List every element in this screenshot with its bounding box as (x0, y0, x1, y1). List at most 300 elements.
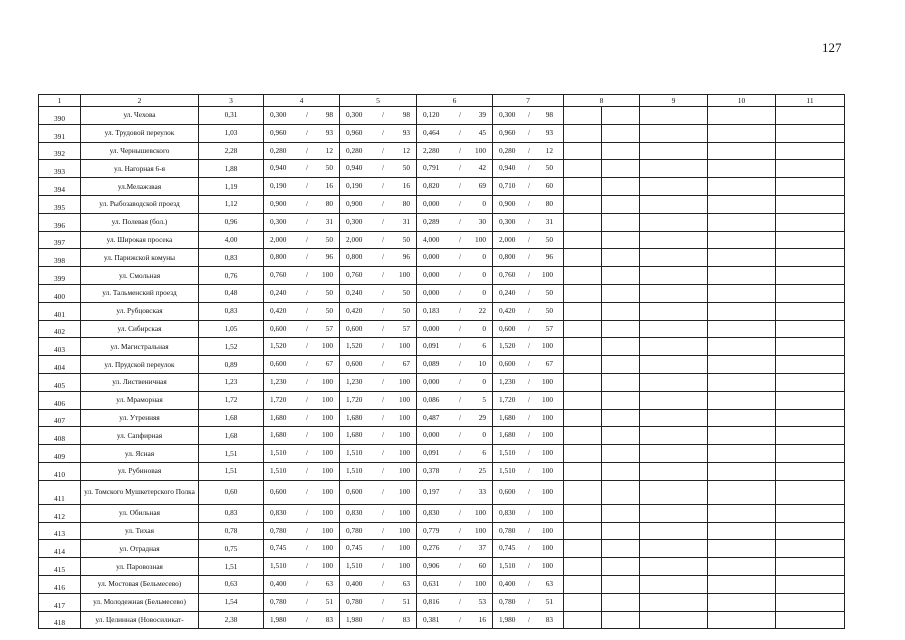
value-percent: 50 (545, 234, 553, 244)
pair-cell-col-7 (493, 409, 564, 427)
value-km: 0,420 (499, 305, 516, 315)
empty-cell-col-11 (776, 320, 845, 338)
pair-cell-col-6 (417, 160, 493, 178)
empty-cell-col-10 (708, 267, 776, 285)
row-number: 392 (39, 142, 81, 160)
separator: / (459, 614, 462, 624)
column-header: 11 (776, 95, 845, 107)
value-km: 0,760 (499, 270, 516, 280)
row-number: 409 (39, 445, 81, 463)
table-row (39, 427, 845, 445)
separator: / (528, 412, 531, 422)
pair-cell-col-5 (340, 611, 417, 629)
row-number: 418 (39, 611, 81, 629)
empty-cell-col-9 (640, 213, 708, 231)
pair-cell-col-6 (417, 249, 493, 267)
empty-cell-col-11 (776, 213, 845, 231)
pair-cell-col-4 (264, 124, 340, 142)
value-km: 0,780 (499, 525, 516, 535)
pair-cell-col-7 (493, 267, 564, 285)
empty-cell-col-9 (640, 249, 708, 267)
value-km: 1,510 (270, 448, 287, 458)
value-percent: 12 (545, 145, 553, 155)
separator: / (306, 614, 309, 624)
value-percent: 0 (482, 198, 486, 208)
pair-cell-col-4 (264, 611, 340, 629)
empty-cell-col-9 (640, 593, 708, 611)
empty-cell-col-11 (776, 373, 845, 391)
row-number: 406 (39, 391, 81, 409)
value-percent: 100 (399, 525, 410, 535)
row-number: 402 (39, 320, 81, 338)
pair-cell-col-7 (493, 249, 564, 267)
empty-cell-col-8 (564, 409, 640, 427)
value-km: 2,000 (346, 234, 363, 244)
column-header: 1 (39, 95, 81, 107)
value-km: 4,000 (423, 234, 440, 244)
separator: / (459, 525, 462, 535)
value-km: 0,780 (270, 525, 287, 535)
pair-cell-col-4 (264, 178, 340, 196)
pair-cell-col-4 (264, 593, 340, 611)
pair-cell-col-4 (264, 356, 340, 374)
empty-cell-col-10 (708, 575, 776, 593)
value-percent: 57 (325, 323, 333, 333)
value-km: 0,631 (423, 578, 440, 588)
separator: / (528, 234, 531, 244)
empty-cell-col-9 (640, 558, 708, 576)
pair-cell-col-6 (417, 445, 493, 463)
table-row (39, 231, 845, 249)
pair-cell-col-5 (340, 504, 417, 522)
empty-cell-col-10 (708, 445, 776, 463)
empty-cell-col-10 (708, 249, 776, 267)
column-header: 3 (199, 95, 264, 107)
length-value: 0,60 (199, 480, 264, 504)
empty-cell-col-8 (564, 160, 640, 178)
street-name: ул. Отрадная (81, 540, 199, 558)
street-name: ул. Широкая просека (81, 231, 199, 249)
row-number: 390 (39, 107, 81, 125)
value-km: 0,300 (499, 216, 516, 226)
empty-cell-col-10 (708, 302, 776, 320)
table-row (39, 445, 845, 463)
value-percent: 100 (475, 234, 486, 244)
pair-cell-col-4 (264, 284, 340, 302)
table-row (39, 593, 845, 611)
empty-cell-col-8 (564, 302, 640, 320)
value-percent: 83 (325, 614, 333, 624)
value-percent: 60 (545, 181, 553, 191)
value-percent: 100 (322, 561, 333, 571)
value-percent: 50 (545, 287, 553, 297)
separator: / (382, 596, 385, 606)
separator: / (528, 507, 531, 517)
length-value: 1,54 (199, 593, 264, 611)
separator: / (382, 270, 385, 280)
pair-cell-col-5 (340, 231, 417, 249)
empty-cell-col-10 (708, 142, 776, 160)
table-row (39, 302, 845, 320)
pair-cell-col-6 (417, 373, 493, 391)
pair-cell-col-5 (340, 462, 417, 480)
pair-cell-col-6 (417, 522, 493, 540)
length-value: 0,89 (199, 356, 264, 374)
separator: / (528, 486, 531, 496)
row-number: 393 (39, 160, 81, 178)
value-km: 1,680 (499, 412, 516, 422)
value-percent: 93 (402, 127, 410, 137)
value-km: 0,091 (423, 448, 440, 458)
value-percent: 100 (542, 270, 553, 280)
separator: / (459, 376, 462, 386)
separator: / (528, 394, 531, 404)
value-km: 0,240 (499, 287, 516, 297)
value-km: 0,000 (423, 430, 440, 440)
value-percent: 31 (545, 216, 553, 226)
separator: / (459, 412, 462, 422)
value-km: 0,120 (423, 110, 440, 119)
separator: / (382, 216, 385, 226)
pair-cell-col-5 (340, 249, 417, 267)
empty-cell-col-8 (564, 249, 640, 267)
value-km: 0,378 (423, 465, 440, 475)
row-number: 399 (39, 267, 81, 285)
separator: / (306, 412, 309, 422)
separator: / (382, 359, 385, 369)
table-row (39, 338, 845, 356)
value-percent: 0 (482, 376, 486, 386)
empty-cell-col-9 (640, 522, 708, 540)
pair-cell-col-7 (493, 611, 564, 629)
row-number: 396 (39, 213, 81, 231)
separator: / (528, 578, 531, 588)
pair-cell-col-7 (493, 195, 564, 213)
pair-cell-col-5 (340, 540, 417, 558)
pair-cell-col-7 (493, 540, 564, 558)
pair-cell-col-4 (264, 142, 340, 160)
empty-cell-col-9 (640, 284, 708, 302)
pair-cell-col-7 (493, 373, 564, 391)
value-percent: 42 (478, 163, 486, 173)
separator: / (382, 198, 385, 208)
value-km: 1,980 (270, 614, 287, 624)
value-km: 1,510 (346, 465, 363, 475)
value-km: 1,510 (270, 465, 287, 475)
length-value: 1,72 (199, 391, 264, 409)
pair-cell-col-4 (264, 195, 340, 213)
row-number: 405 (39, 373, 81, 391)
separator: / (459, 305, 462, 315)
value-km: 0,800 (346, 252, 363, 262)
separator: / (382, 181, 385, 191)
separator: / (459, 252, 462, 262)
value-percent: 100 (399, 561, 410, 571)
row-number: 408 (39, 427, 81, 445)
empty-cell-col-9 (640, 575, 708, 593)
row-number: 394 (39, 178, 81, 196)
empty-cell-col-11 (776, 142, 845, 160)
separator: / (459, 359, 462, 369)
row-number: 401 (39, 302, 81, 320)
pair-cell-col-5 (340, 593, 417, 611)
table-row (39, 480, 845, 504)
separator: / (306, 145, 309, 155)
empty-cell-col-8 (564, 462, 640, 480)
empty-cell-col-9 (640, 427, 708, 445)
empty-cell-col-8 (564, 391, 640, 409)
value-km: 1,520 (346, 341, 363, 351)
value-percent: 53 (478, 596, 486, 606)
separator: / (382, 430, 385, 440)
separator: / (459, 596, 462, 606)
column-header: 7 (493, 95, 564, 107)
separator: / (306, 596, 309, 606)
table-row (39, 195, 845, 213)
value-percent: 31 (402, 216, 410, 226)
street-name: ул. Трудовой переулок (81, 124, 199, 142)
empty-cell-col-8 (564, 504, 640, 522)
separator: / (382, 614, 385, 624)
value-percent: 100 (322, 341, 333, 351)
separator: / (459, 270, 462, 280)
empty-cell-col-11 (776, 284, 845, 302)
empty-cell-col-10 (708, 409, 776, 427)
value-percent: 98 (402, 110, 410, 119)
value-percent: 80 (325, 198, 333, 208)
table-row (39, 160, 845, 178)
value-km: 0,000 (423, 376, 440, 386)
length-value: 2,38 (199, 611, 264, 629)
table-row (39, 540, 845, 558)
value-km: 1,520 (499, 341, 516, 351)
value-percent: 100 (542, 525, 553, 535)
empty-cell-col-9 (640, 504, 708, 522)
column-header: 6 (417, 95, 493, 107)
empty-cell-col-8 (564, 320, 640, 338)
value-km: 0,400 (499, 578, 516, 588)
value-km: 0,086 (423, 394, 440, 404)
value-km: 0,940 (499, 163, 516, 173)
pair-cell-col-7 (493, 558, 564, 576)
separator: / (459, 127, 462, 137)
separator: / (306, 234, 309, 244)
empty-cell-col-10 (708, 373, 776, 391)
pair-cell-col-4 (264, 427, 340, 445)
pair-cell-col-7 (493, 302, 564, 320)
length-value: 1,23 (199, 373, 264, 391)
row-number: 391 (39, 124, 81, 142)
value-percent: 16 (402, 181, 410, 191)
separator: / (382, 543, 385, 553)
empty-cell-col-10 (708, 391, 776, 409)
separator: / (306, 270, 309, 280)
empty-cell-col-10 (708, 231, 776, 249)
value-km: 0,830 (423, 507, 440, 517)
value-percent: 0 (482, 323, 486, 333)
value-percent: 100 (542, 412, 553, 422)
empty-cell-col-11 (776, 462, 845, 480)
separator: / (382, 341, 385, 351)
pair-cell-col-7 (493, 504, 564, 522)
value-km: 0,000 (423, 323, 440, 333)
separator: / (459, 163, 462, 173)
pair-cell-col-5 (340, 558, 417, 576)
value-km: 1,510 (270, 561, 287, 571)
value-km: 0,300 (346, 110, 363, 119)
empty-cell-col-11 (776, 338, 845, 356)
table-row (39, 213, 845, 231)
empty-cell-col-11 (776, 522, 845, 540)
value-km: 0,487 (423, 412, 440, 422)
empty-cell-col-11 (776, 427, 845, 445)
street-name: ул. Лиственичная (81, 373, 199, 391)
pair-cell-col-7 (493, 160, 564, 178)
pair-cell-col-7 (493, 338, 564, 356)
separator: / (306, 181, 309, 191)
value-km: 1,520 (270, 341, 287, 351)
street-name: ул. Ясная (81, 445, 199, 463)
value-km: 1,230 (270, 376, 287, 386)
pair-cell-col-5 (340, 409, 417, 427)
separator: / (528, 323, 531, 333)
value-percent: 100 (542, 394, 553, 404)
value-percent: 50 (325, 305, 333, 315)
pair-cell-col-4 (264, 160, 340, 178)
street-name: ул. Парижской комуны (81, 249, 199, 267)
value-km: 1,680 (270, 430, 287, 440)
separator: / (382, 305, 385, 315)
row-number: 410 (39, 462, 81, 480)
value-percent: 100 (542, 465, 553, 475)
table-row (39, 124, 845, 142)
value-km: 1,230 (499, 376, 516, 386)
separator: / (382, 412, 385, 422)
value-percent: 29 (478, 412, 486, 422)
value-percent: 50 (325, 163, 333, 173)
value-km: 0,900 (346, 198, 363, 208)
empty-cell-col-9 (640, 195, 708, 213)
empty-cell-col-10 (708, 213, 776, 231)
pair-cell-col-7 (493, 480, 564, 504)
value-km: 0,745 (346, 543, 363, 553)
empty-cell-col-8 (564, 611, 640, 629)
pair-cell-col-5 (340, 302, 417, 320)
separator: / (306, 394, 309, 404)
pair-cell-col-7 (493, 142, 564, 160)
table-row (39, 373, 845, 391)
length-value: 0,48 (199, 284, 264, 302)
table-row (39, 284, 845, 302)
table-row (39, 249, 845, 267)
pair-cell-col-4 (264, 338, 340, 356)
length-value: 0,83 (199, 302, 264, 320)
street-name: ул. Целинная (Новосиликат- (81, 611, 199, 629)
empty-cell-col-10 (708, 338, 776, 356)
value-percent: 100 (322, 507, 333, 517)
value-percent: 100 (542, 543, 553, 553)
value-percent: 100 (399, 543, 410, 553)
separator: / (528, 287, 531, 297)
street-name: ул. Мостовая (Бельмесево) (81, 575, 199, 593)
separator: / (306, 448, 309, 458)
separator: / (382, 234, 385, 244)
pair-cell-col-6 (417, 480, 493, 504)
empty-cell-col-8 (564, 575, 640, 593)
pair-cell-col-7 (493, 391, 564, 409)
pair-cell-col-5 (340, 107, 417, 125)
pair-cell-col-5 (340, 178, 417, 196)
value-percent: 0 (482, 252, 486, 262)
value-km: 0,780 (346, 525, 363, 535)
length-value: 1,51 (199, 445, 264, 463)
value-km: 0,600 (270, 323, 287, 333)
pair-cell-col-4 (264, 522, 340, 540)
value-km: 0,600 (346, 486, 363, 496)
separator: / (306, 578, 309, 588)
empty-cell-col-11 (776, 302, 845, 320)
empty-cell-col-9 (640, 320, 708, 338)
separator: / (459, 543, 462, 553)
pair-cell-col-5 (340, 427, 417, 445)
length-value: 1,12 (199, 195, 264, 213)
empty-cell-col-10 (708, 462, 776, 480)
separator: / (459, 578, 462, 588)
value-percent: 6 (482, 341, 486, 351)
value-km: 0,400 (346, 578, 363, 588)
separator: / (306, 110, 309, 119)
value-percent: 96 (545, 252, 553, 262)
value-km: 0,830 (346, 507, 363, 517)
value-km: 0,190 (346, 181, 363, 191)
value-km: 0,183 (423, 305, 440, 315)
separator: / (306, 198, 309, 208)
value-km: 0,600 (346, 323, 363, 333)
value-percent: 100 (399, 412, 410, 422)
separator: / (459, 394, 462, 404)
value-percent: 60 (478, 561, 486, 571)
pair-cell-col-6 (417, 178, 493, 196)
table-row (39, 178, 845, 196)
value-percent: 100 (322, 543, 333, 553)
value-km: 0,940 (270, 163, 287, 173)
separator: / (459, 323, 462, 333)
empty-cell-col-9 (640, 409, 708, 427)
column-header: 2 (81, 95, 199, 107)
value-km: 1,680 (346, 430, 363, 440)
pair-cell-col-6 (417, 427, 493, 445)
value-percent: 67 (545, 359, 553, 369)
value-km: 1,720 (499, 394, 516, 404)
table-row (39, 558, 845, 576)
street-name: ул. Сапфирная (81, 427, 199, 445)
length-value: 0,83 (199, 249, 264, 267)
value-km: 0,960 (499, 127, 516, 137)
value-percent: 45 (478, 127, 486, 137)
empty-cell-col-11 (776, 391, 845, 409)
empty-cell-col-10 (708, 124, 776, 142)
pair-cell-col-7 (493, 522, 564, 540)
value-km: 0,800 (499, 252, 516, 262)
value-percent: 16 (325, 181, 333, 191)
street-name: ул. Тихая (81, 522, 199, 540)
table-row (39, 462, 845, 480)
empty-cell-col-9 (640, 391, 708, 409)
empty-cell-col-8 (564, 558, 640, 576)
separator: / (528, 359, 531, 369)
pair-cell-col-6 (417, 320, 493, 338)
value-percent: 100 (542, 376, 553, 386)
